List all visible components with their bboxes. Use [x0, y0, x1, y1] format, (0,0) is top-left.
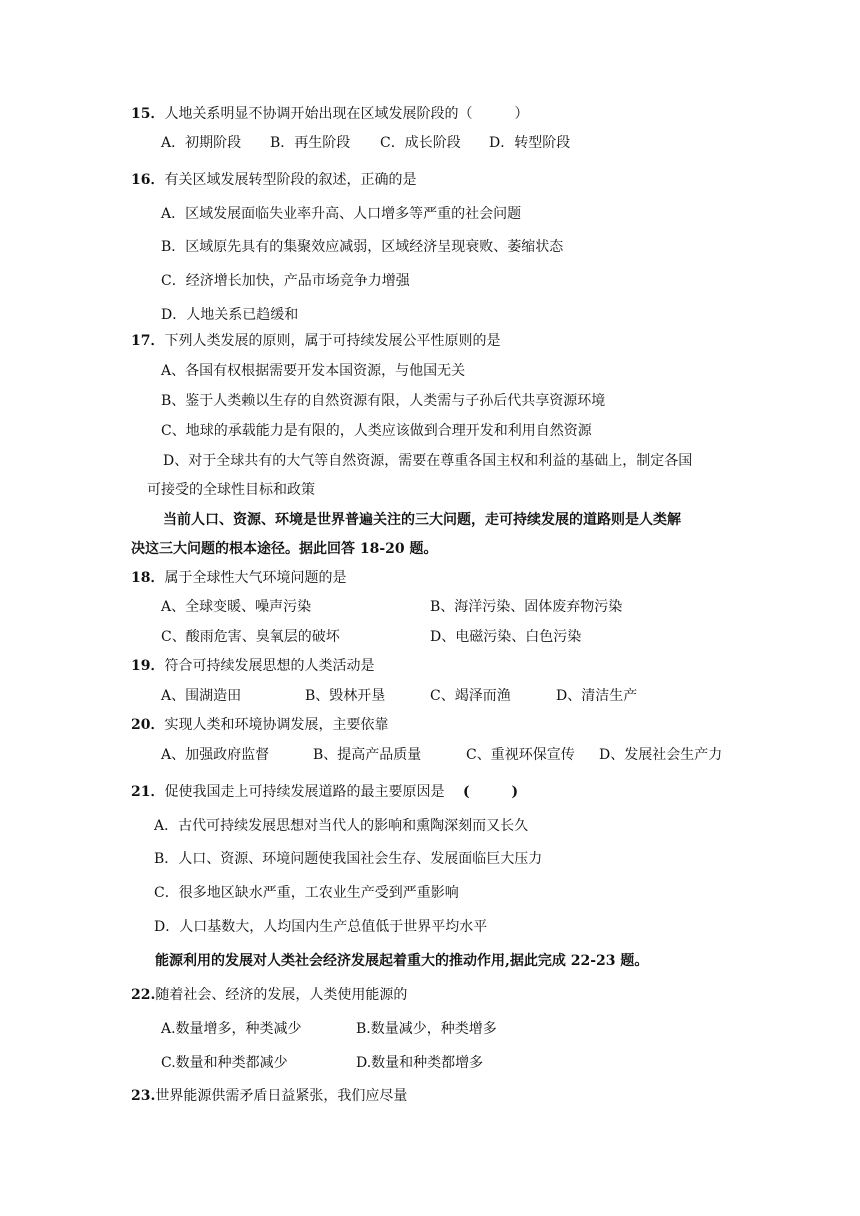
q21-option-a: A．古代可持续发展思想对当代人的影响和熏陶深刻而又长久 — [154, 818, 529, 834]
q22-option-d: D.数量和种类都增多 — [356, 1055, 484, 1071]
q18-option-b: B、海洋污染、固体废弃物污染 — [430, 599, 623, 615]
question-number: 19． — [131, 658, 165, 674]
q22-option-a: A.数量增多，种类减少 — [161, 1021, 302, 1037]
q18-option-d: D、电磁污染、白色污染 — [430, 629, 582, 645]
q17-option-b: B、鉴于人类赖以生存的自然资源有限，人类需与子孙后代共享资源环境 — [161, 393, 606, 409]
question-number: 15． — [131, 106, 165, 122]
q20-option-d: D、发展社会生产力 — [599, 747, 723, 763]
q17-option-d: D、对于全球共有的大气等自然资源，需要在尊重各国主权和利益的基础上，制定各国 — [163, 453, 693, 469]
q19-option-c: C、竭泽而渔 — [430, 688, 511, 704]
q22-option-b: B.数量减少，种类增多 — [356, 1021, 497, 1037]
q20-option-a: A、加强政府监督 — [161, 747, 270, 763]
question-number: 22. — [131, 987, 156, 1003]
question-18 — [131, 568, 346, 588]
question-text: 促使我国走上可持续发展道路的最主要原因是 — [164, 784, 445, 800]
question-22 — [131, 985, 407, 1005]
question-text: 下列人类发展的原则，属于可持续发展公平性原则的是 — [164, 333, 501, 349]
intro-18-20-line1: 当前人口、资源、环境是世界普遍关注的三大问题，走可持续发展的道路则是人类解 — [163, 512, 681, 528]
question-text: 实现人类和环境协调发展，主要依靠 — [164, 717, 389, 733]
q20-option-c: C、重视环保宣传 — [466, 747, 575, 763]
question-text: 有关区域发展转型阶段的叙述，正确的是 — [164, 172, 417, 188]
question-number: 23. — [131, 1088, 156, 1104]
q16-option-b: B．区域原先具有的集聚效应减弱，区域经济呈现衰败、萎缩状态 — [161, 239, 564, 255]
q21-option-b: B．人口、资源、环境问题使我国社会生存、发展面临巨大压力 — [154, 851, 543, 867]
q21-option-c: C．很多地区缺水严重，工农业生产受到严重影响 — [154, 885, 459, 901]
intro-22-23: 能源利用的发展对人类社会经济发展起着重大的推动作用,据此完成 22-23 题。 — [155, 953, 649, 969]
question-text: 人地关系明显不协调开始出现在区域发展阶段的（ ） — [164, 106, 529, 122]
q17-option-d-continued: 可接受的全球性目标和政策 — [147, 482, 315, 498]
question-text: 世界能源供需矛盾日益紧张，我们应尽量 — [155, 1088, 408, 1104]
q17-option-a: A、各国有权根据需要开发本国资源，与他国无关 — [161, 363, 466, 379]
question-number: 16． — [131, 172, 165, 188]
q15-option-b: B．再生阶段 — [270, 135, 351, 151]
question-21 — [131, 782, 518, 802]
q17-option-c: C、地球的承载能力是有限的，人类应该做到合理开发和利用自然资源 — [161, 423, 592, 439]
q15-option-d: D．转型阶段 — [489, 135, 571, 151]
q22-option-c: C.数量和种类都减少 — [161, 1055, 288, 1071]
question-17 — [131, 331, 500, 351]
q19-option-b: B、毁林开垦 — [305, 688, 386, 704]
question-text: 属于全球性大气环境问题的是 — [164, 570, 347, 586]
q21-option-d: D．人口基数大，人均国内生产总值低于世界平均水平 — [154, 919, 488, 935]
q20-option-b: B、提高产品质量 — [313, 747, 422, 763]
intro-18-20-line2: 决这三大问题的根本途径。据此回答 18-20 题。 — [131, 541, 438, 557]
q18-option-a: A、全球变暖、噪声污染 — [161, 599, 312, 615]
answer-blank: ( ) — [462, 784, 519, 800]
q15-option-c: C．成长阶段 — [380, 135, 461, 151]
q19-option-a: A、围湖造田 — [161, 688, 242, 704]
question-15 — [131, 104, 528, 124]
question-19 — [131, 656, 374, 676]
question-text: 随着社会、经济的发展，人类使用能源的 — [155, 987, 408, 1003]
question-number: 20． — [131, 717, 165, 733]
q16-option-c: C．经济增长加快，产品市场竞争力增强 — [161, 273, 410, 289]
question-23 — [131, 1086, 407, 1106]
question-20 — [131, 715, 388, 735]
q18-option-c: C、酸雨危害、臭氧层的破坏 — [161, 629, 340, 645]
question-number: 18． — [131, 570, 165, 586]
question-16 — [131, 170, 416, 190]
q16-option-d: D．人地关系已趋缓和 — [161, 307, 299, 323]
q19-option-d: D、清洁生产 — [556, 688, 638, 704]
question-number: 17． — [131, 333, 165, 349]
q16-option-a: A．区域发展面临失业率升高、人口增多等严重的社会问题 — [161, 206, 522, 222]
q15-option-a: A．初期阶段 — [161, 135, 242, 151]
question-number: 21． — [131, 784, 165, 800]
question-text: 符合可持续发展思想的人类活动是 — [164, 658, 375, 674]
